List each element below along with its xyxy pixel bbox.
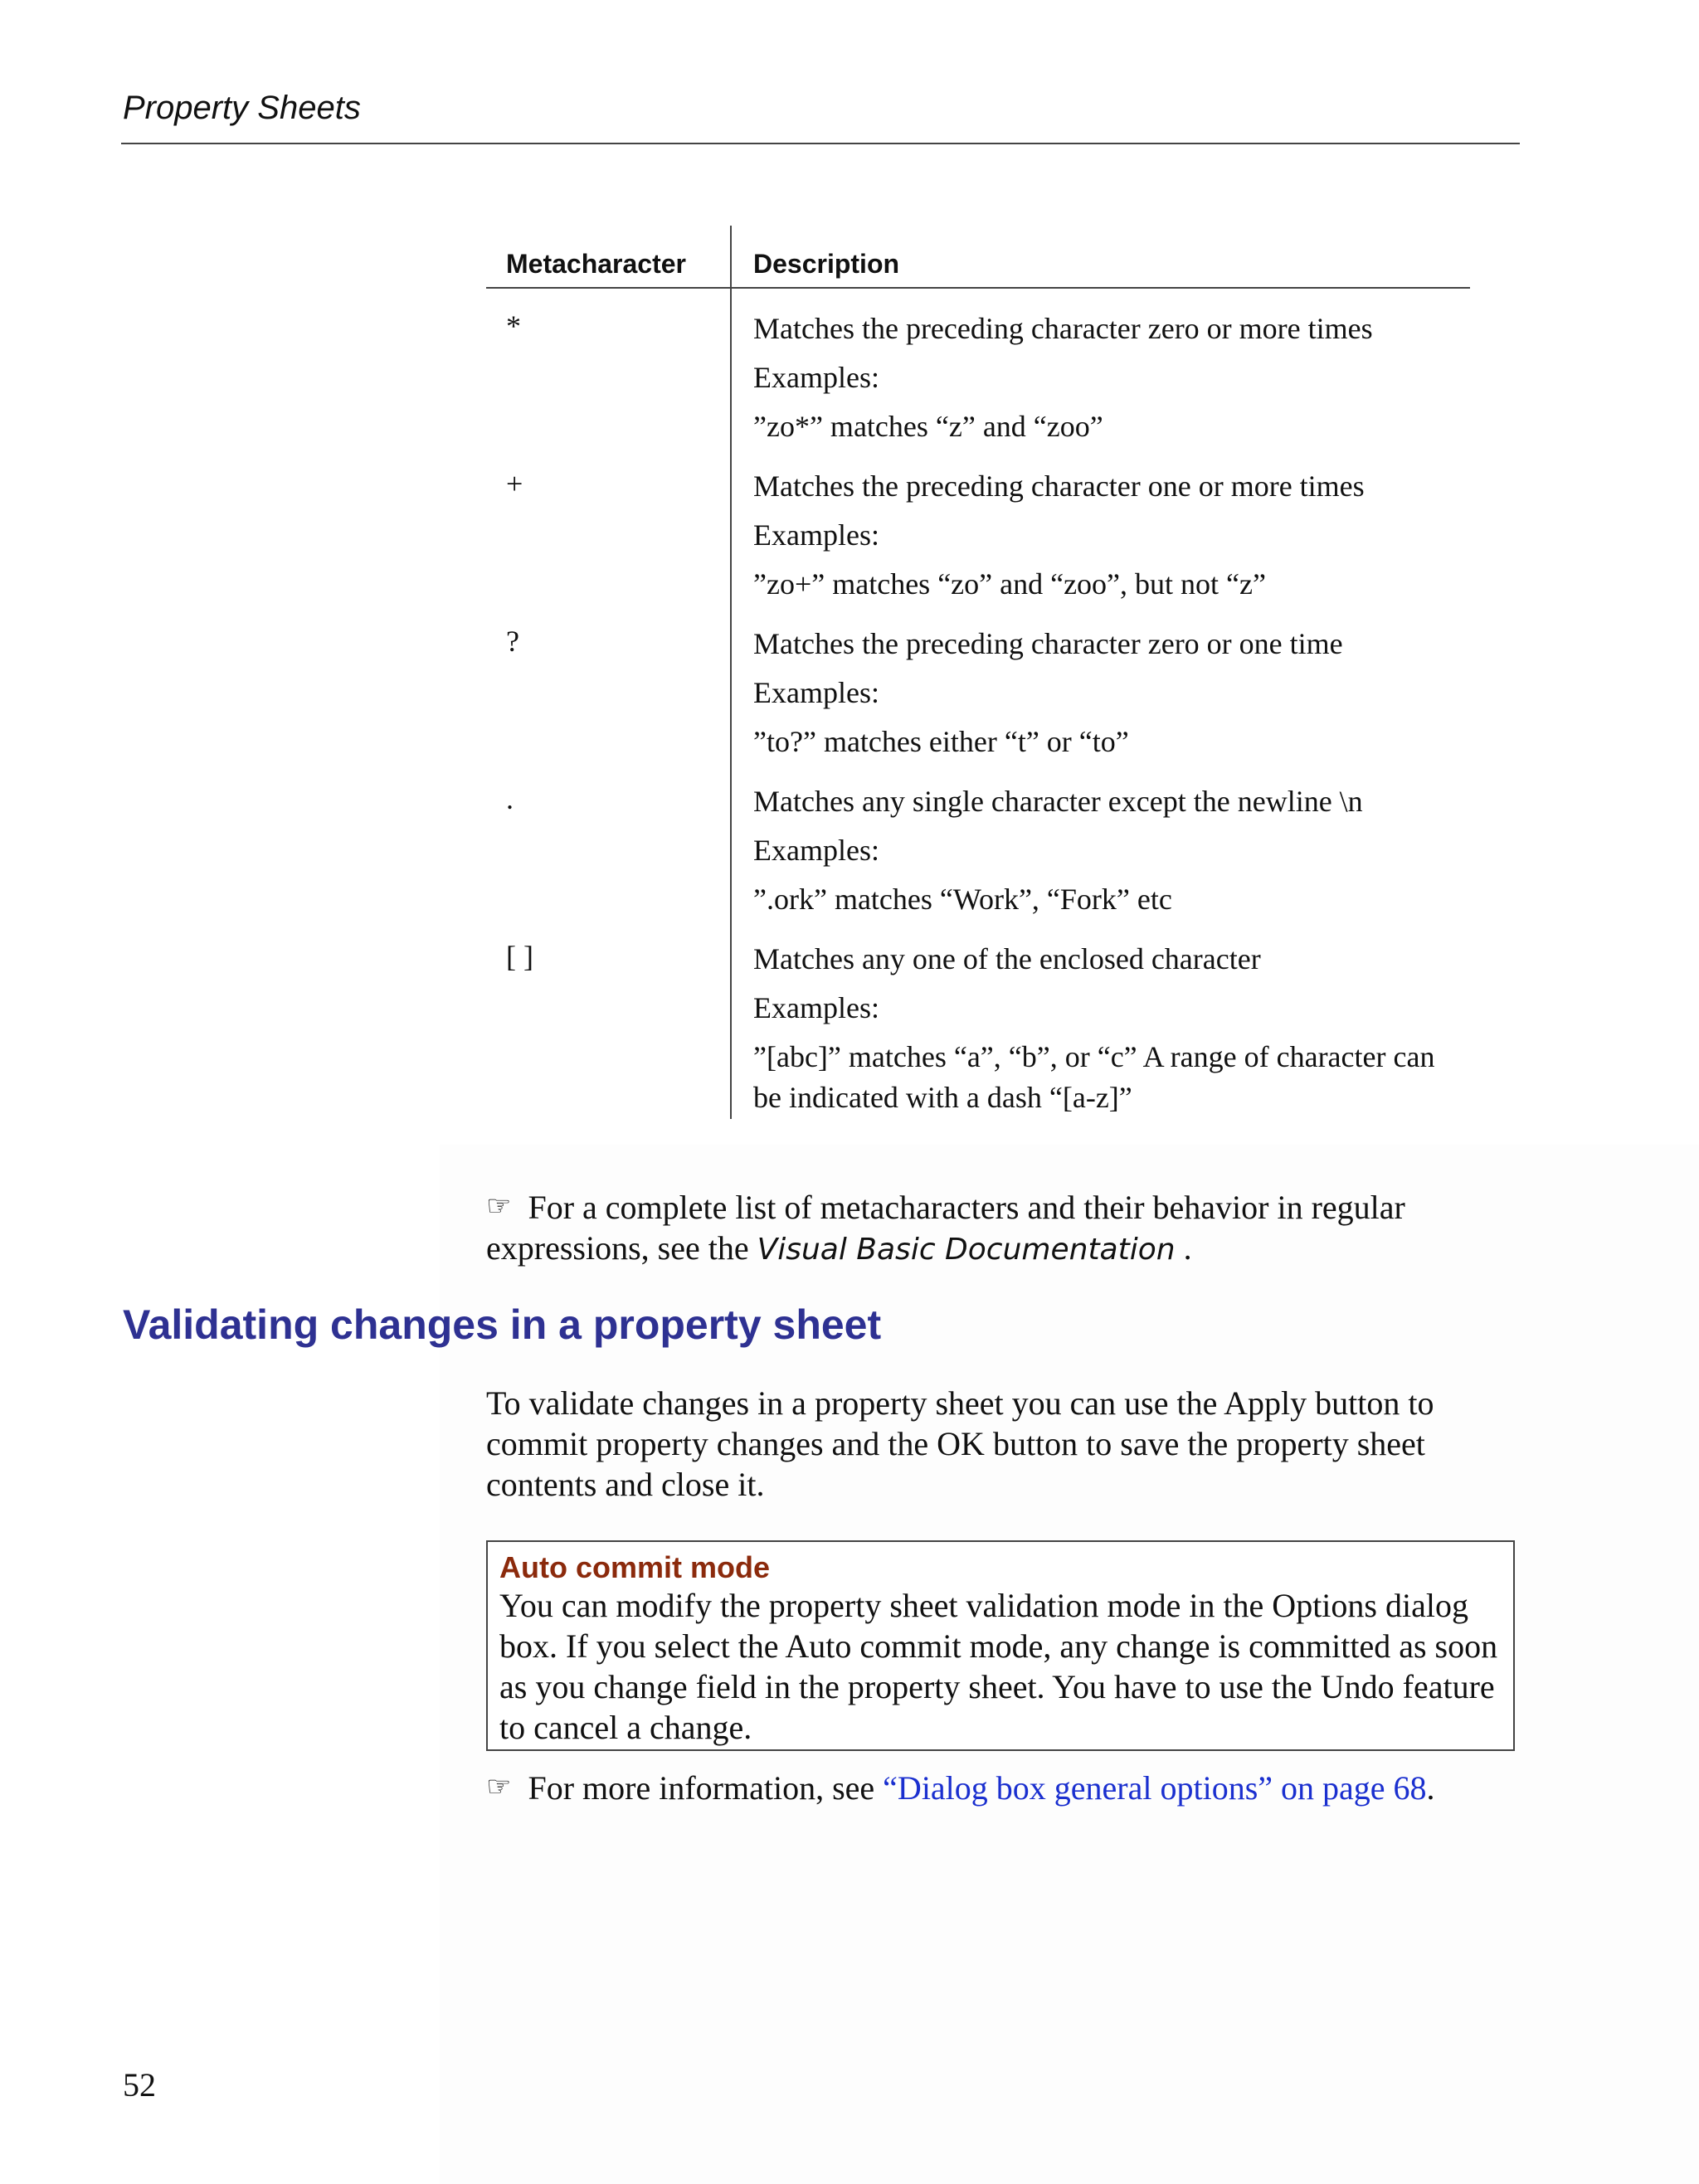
metacharacter-cell: ?: [506, 625, 519, 658]
description-line: ”to?” matches either “t” or “to”: [753, 725, 1129, 758]
metacharacter-cell: [ ]: [506, 940, 533, 973]
description-line: ”zo+” matches “zo” and “zoo”, but not “z”: [753, 567, 1266, 601]
description-line: Matches any one of the enclosed character: [753, 942, 1261, 975]
callout-title: Auto commit mode: [499, 1550, 771, 1584]
note-text: For more information, see: [528, 1769, 884, 1807]
callout-body: You can modify the property sheet validation mode in the Options dialog box. If you select the Auto commit mode, any change is committed as soon as you change field in the property sheet. You have to use the Undo feature to cancel a change.: [499, 1587, 1498, 1746]
description-line: Matches the preceding character zero or one time: [753, 627, 1343, 660]
metacharacter-cell: +: [506, 467, 523, 500]
page-number: 52: [123, 2066, 156, 2104]
description-cell: [753, 939, 1467, 1118]
description-cell: [753, 624, 1467, 762]
header-rule: [121, 143, 1520, 144]
table-header-rule: [486, 287, 1470, 289]
table-header-description: Description: [753, 249, 900, 279]
metacharacter-cell: *: [506, 309, 521, 343]
description-line: Matches the preceding character one or more times: [753, 469, 1365, 503]
description-line: Examples:: [753, 834, 879, 867]
description-cell: [753, 309, 1467, 447]
description-cell: [753, 466, 1467, 605]
description-line: Examples:: [753, 991, 879, 1024]
note-text-end: .: [1175, 1229, 1192, 1267]
table-column-divider: [730, 226, 732, 1119]
more-information-note: [486, 1767, 1482, 1808]
description-cell: [753, 781, 1467, 920]
metacharacters-note: [486, 1186, 1482, 1270]
description-line: Examples:: [753, 518, 879, 552]
description-line: ”[abc]” matches “a”, “b”, or “c” A range of character can be indicated with a dash “[a-z]”: [753, 1040, 1435, 1114]
description-line: Matches the preceding character zero or more times: [753, 312, 1373, 345]
description-line: Matches any single character except the newline \n: [753, 785, 1363, 818]
running-header-title: Property Sheets: [123, 90, 361, 126]
section-heading: Validating changes in a property sheet: [123, 1301, 882, 1348]
note-text-end: .: [1426, 1769, 1435, 1807]
dialog-options-link[interactable]: “Dialog box general options” on page 68: [883, 1769, 1427, 1807]
documentation-reference: Visual Basic Documentation: [757, 1233, 1176, 1267]
description-line: ”.ork” matches “Work”, “Fork” etc: [753, 883, 1172, 916]
description-line: Examples:: [753, 676, 879, 709]
body-paragraph: To validate changes in a property sheet you can use the Apply button to commit property changes and the OK button to save the property sheet contents and close it.: [486, 1384, 1434, 1503]
pointing-hand-icon: ☞: [486, 1189, 512, 1223]
metacharacter-cell: .: [506, 782, 514, 815]
description-line: ”zo*” matches “z” and “zoo”: [753, 410, 1103, 443]
description-line: Examples:: [753, 361, 879, 394]
table-header-metacharacter: Metacharacter: [506, 249, 686, 279]
pointing-hand-icon: ☞: [486, 1770, 512, 1803]
note-text: For a complete list of metacharacters and their behavior in regular expressions, see the: [486, 1189, 1405, 1267]
auto-commit-callout: [486, 1540, 1515, 1751]
